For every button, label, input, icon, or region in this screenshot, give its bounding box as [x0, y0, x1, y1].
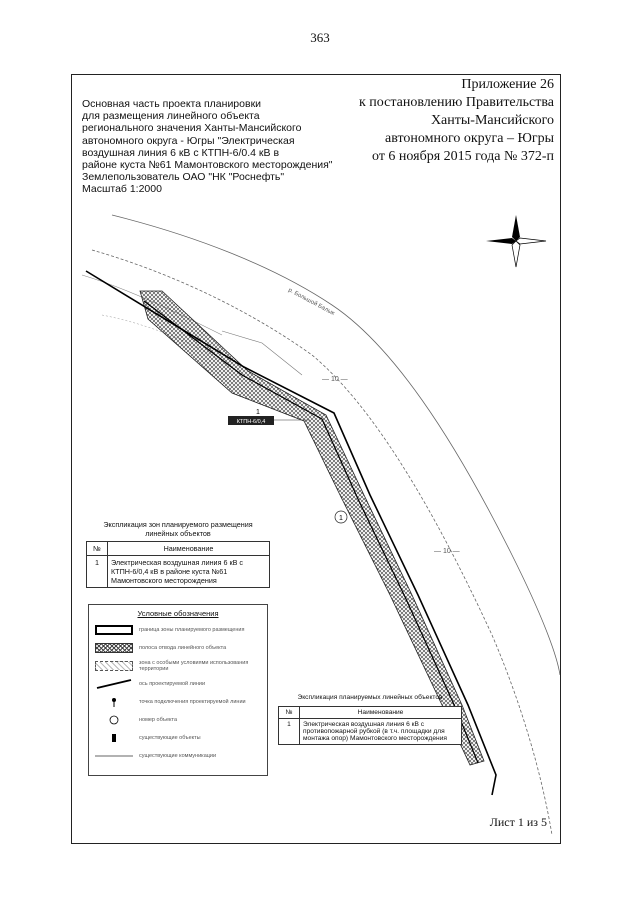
legend-item [95, 622, 261, 638]
object-marker-label: КТПН-6/0,4 [236, 419, 266, 425]
table-header-row [87, 542, 270, 556]
appendix-line: Приложение 26 [461, 77, 554, 92]
appendix-header [359, 76, 554, 166]
header-name: Наименование [300, 706, 462, 718]
north-arrow-icon [486, 215, 546, 267]
project-title-line: районе куста №61 Мамонтовского месторождения" [82, 159, 333, 172]
header-num: № [87, 542, 108, 556]
header-num: № [279, 706, 300, 718]
project-title-line: автономного округа - Югры "Электрическая [82, 134, 295, 147]
dotted-strip-icon [95, 661, 133, 671]
table-row [279, 718, 462, 744]
mark-icon [95, 733, 133, 743]
legend-item [95, 712, 261, 728]
legend-item [95, 730, 261, 746]
legend-item [95, 676, 261, 692]
boundary-box-icon [95, 625, 133, 635]
row-num: 1 [279, 718, 300, 744]
legend-text: зона с особыми условиями использования территории [139, 660, 249, 672]
legend-item [95, 640, 261, 656]
river-label: р. Большой Балык [287, 287, 336, 317]
page-number: 363 [310, 30, 330, 45]
appendix-line: к постановлению Правительства [358, 95, 554, 110]
header-name: Наименование [108, 542, 270, 556]
project-title-line: для размещения линейного объекта [82, 110, 260, 123]
legend [88, 604, 268, 776]
legend-text: существующие объекты [139, 735, 201, 741]
legend-item [95, 658, 261, 674]
row-num: 1 [87, 556, 108, 588]
elevation-label: — 10 — [322, 376, 348, 383]
hatched-strip-icon [95, 643, 133, 653]
elevation-label: — 10 — [434, 548, 460, 555]
explication-zones-caption: Экспликация зон планируемого размещения линейных объектов [103, 520, 253, 538]
sheet-label: Лист 1 из 5 [489, 815, 547, 829]
explication-zones [86, 520, 270, 588]
appendix-line: автономного округа – Югры [385, 131, 554, 146]
object-marker-number: 1 [256, 409, 260, 416]
thin-line-icon [95, 751, 133, 761]
project-title [82, 98, 362, 196]
legend-item [95, 748, 261, 764]
project-title-line: регионального значения Ханты-Мансийского [82, 122, 302, 135]
map-scale: Масштаб 1:2000 [82, 183, 162, 196]
legend-text: граница зоны планируемого размещения [139, 627, 245, 633]
appendix-line: Ханты-Мансийского [430, 113, 554, 128]
explication-lines-table [278, 706, 462, 745]
bold-line-icon [95, 679, 133, 689]
row-name: Электрическая воздушная линия 6 кВ с КТПН-6/0,4 кВ в районе куста №61 Мамонтовского месторождения [108, 556, 270, 588]
legend-text: ось проектируемой линии [139, 681, 206, 687]
project-title-line: Основная часть проекта планировки [82, 98, 262, 110]
legend-text: точка подключения проектируемой линии [139, 699, 246, 705]
legend-text: существующие коммуникации [139, 753, 217, 759]
legend-text: полоса отвода линейного объекта [139, 645, 227, 651]
circle-icon [95, 715, 133, 725]
land-user: Землепользователь ОАО "НК "Роснефть" [82, 171, 285, 184]
legend-item [95, 694, 261, 710]
explication-lines-caption: Экспликация планируемых линейных объектов [297, 694, 443, 701]
explication-lines [278, 694, 462, 745]
legend-title: Условные обозначения [137, 609, 219, 618]
explication-zones-table [86, 541, 270, 588]
project-title-line: воздушная линия 6 кВ с КТПН-6/0.4 кВ в [82, 146, 280, 159]
table-row [87, 556, 270, 588]
row-name: Электрическая воздушная линия 6 кВ с противопожарной рубкой (в т.ч. площадки для монтажа опор) Мамонтовского месторождения [300, 718, 462, 744]
legend-text: номер объекта [139, 717, 178, 723]
appendix-line: от 6 ноября 2015 года № 372-п [372, 149, 554, 164]
route-number: 1 [339, 515, 343, 522]
pin-icon [95, 697, 133, 707]
table-header-row [279, 706, 462, 718]
